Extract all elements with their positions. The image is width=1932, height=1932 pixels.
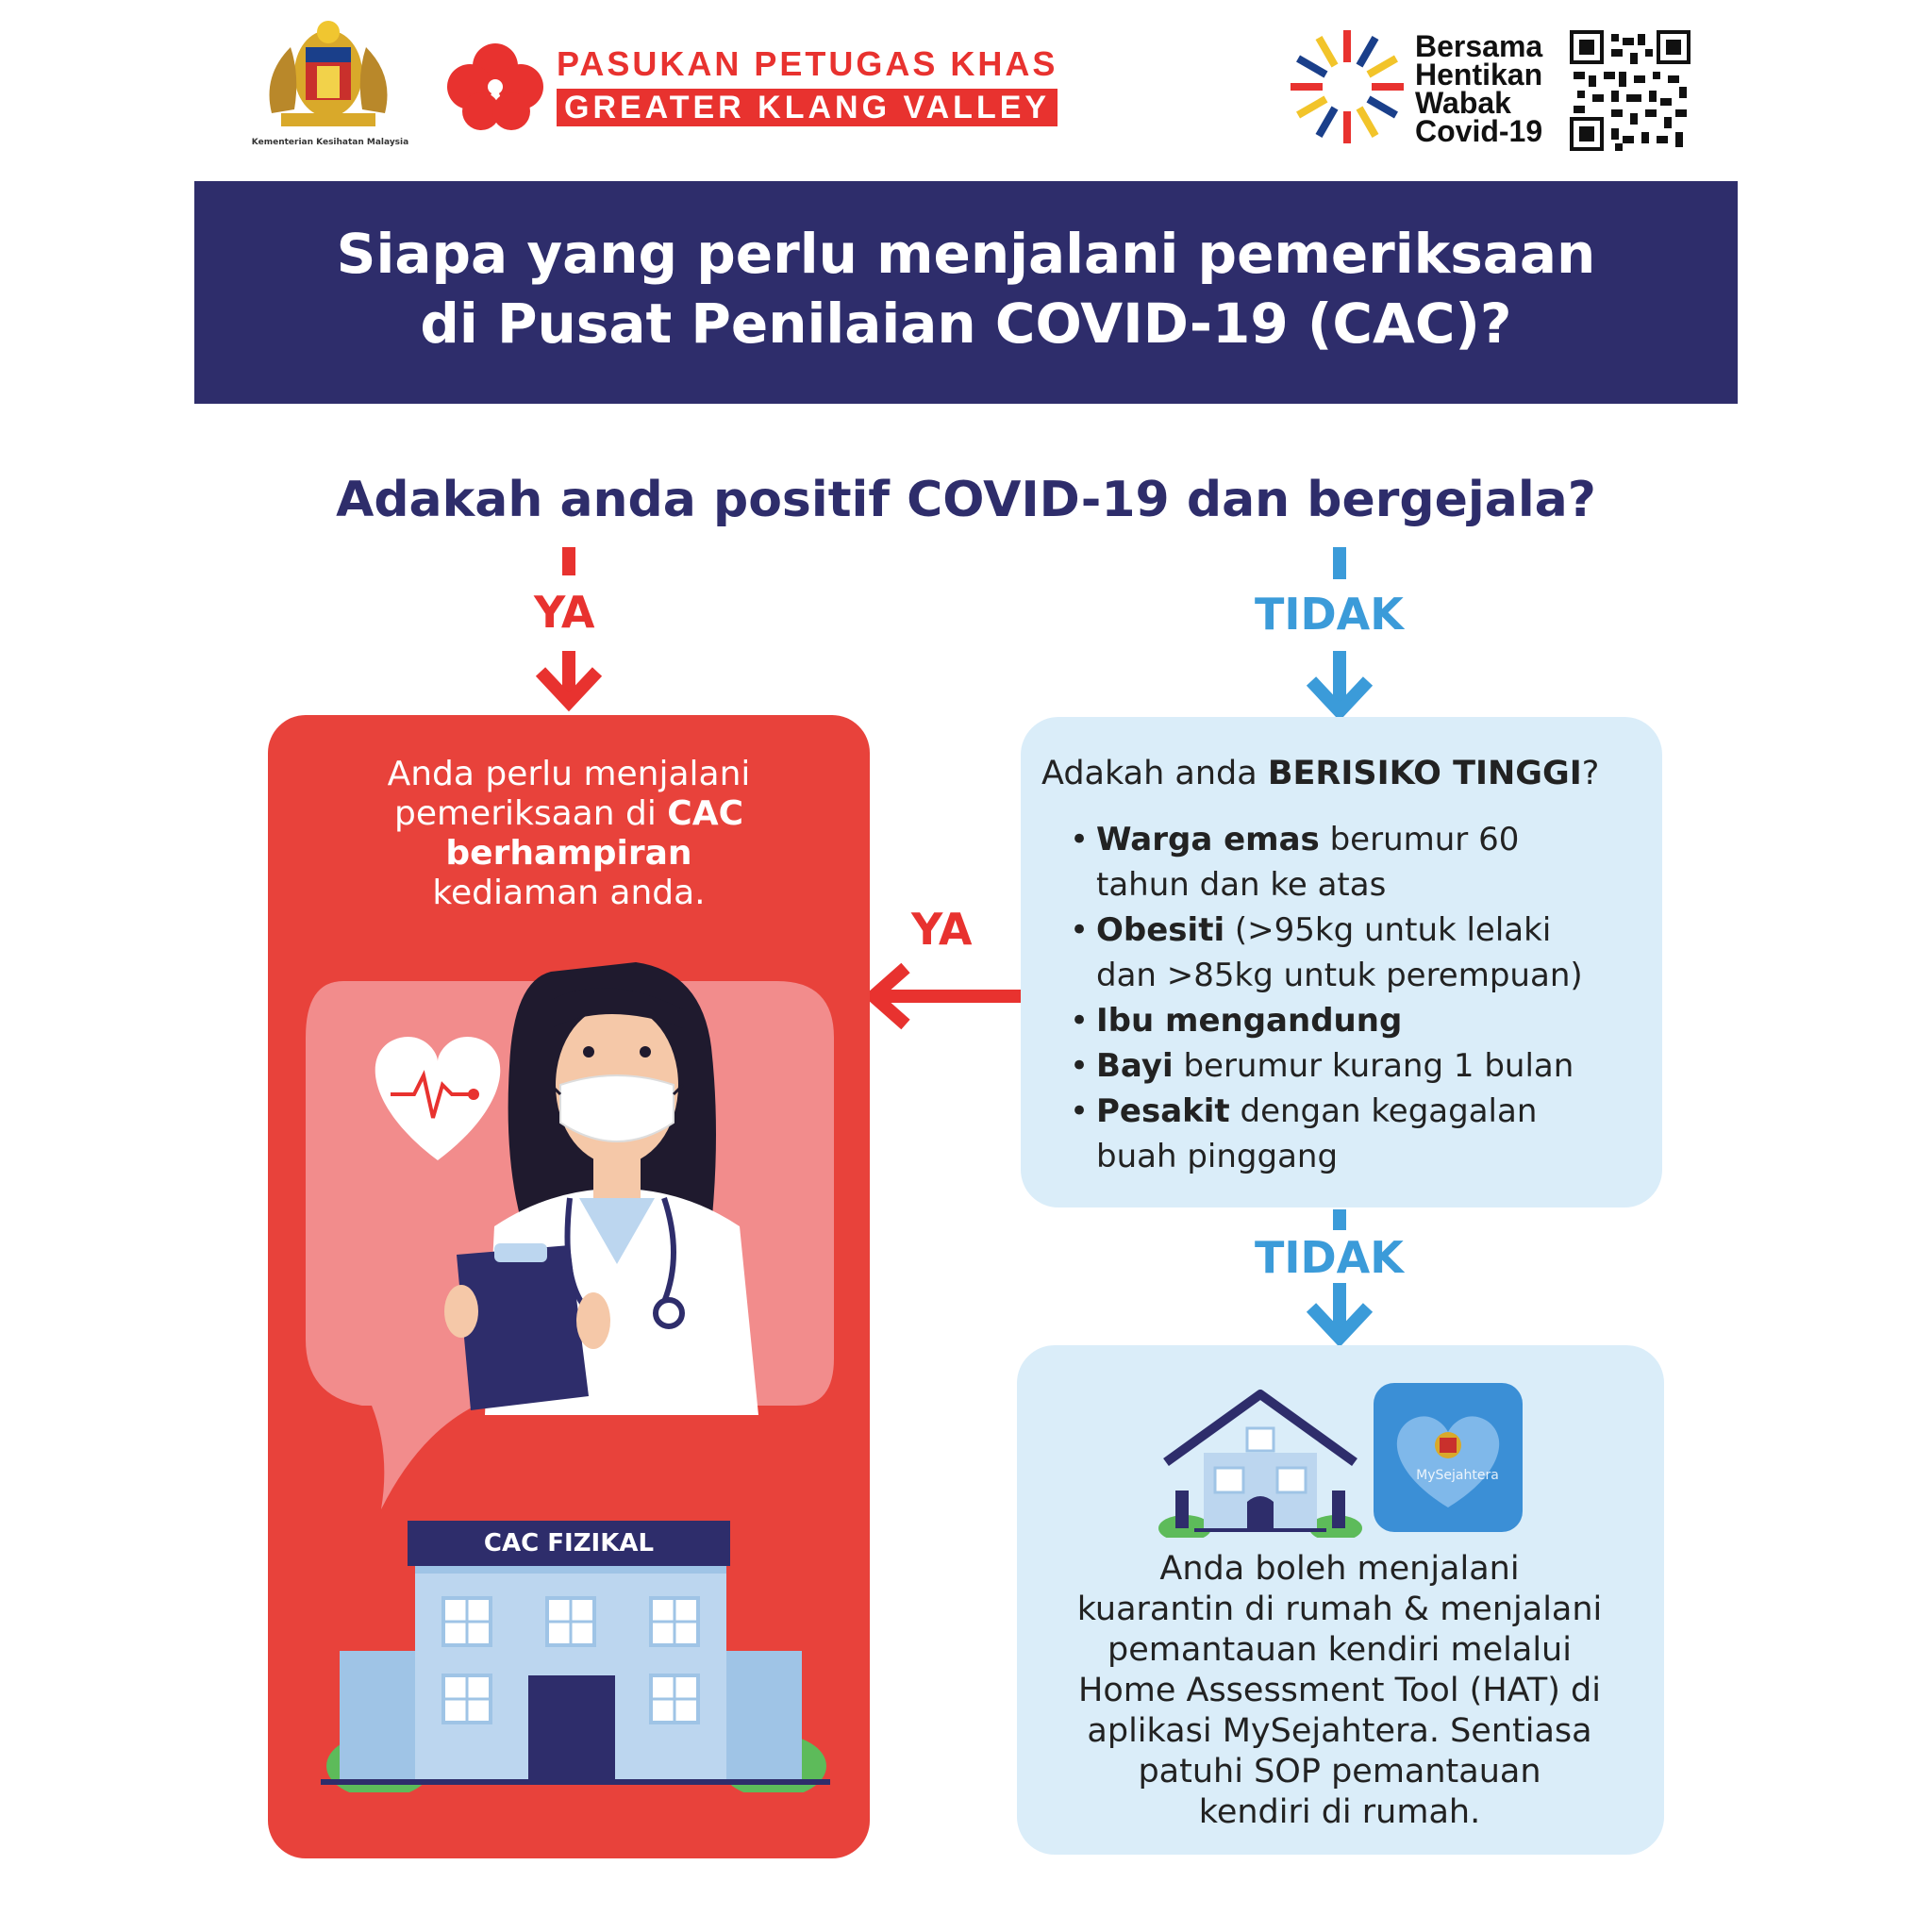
campaign-line: Hentikan [1415,58,1543,92]
red-line2-bold: CAC [667,794,743,833]
risk-item-bold: Pesakit [1096,1092,1230,1130]
label-yes-side: YA [911,904,973,955]
risk-item-bold: Warga emas [1096,821,1320,858]
mysejahtera-app-icon[interactable] [1374,1383,1523,1532]
home-line: kuarantin di rumah & menjalani [1076,1591,1603,1628]
home-line: Home Assessment Tool (HAT) di [1078,1672,1601,1709]
crest-caption: Kementerian Kesihatan Malaysia [251,138,409,147]
risk-item-bold: Bayi [1096,1047,1174,1085]
red-line2-text: pemeriksaan di [393,794,668,833]
campaign-line: Bersama [1415,29,1543,63]
red-line4: kediaman anda. [432,874,706,912]
campaign-line: Covid-19 [1415,114,1543,148]
taskforce-line2: GREATER KLANG VALLEY [557,89,1058,126]
risk-item-text: berumur kurang 1 bulan [1173,1047,1574,1085]
label-no-top: TIDAK [1255,589,1404,640]
risk-item [1064,1089,1630,1179]
risk-item [1064,908,1630,998]
risk-list [1064,817,1630,1179]
risk-item [1064,998,1630,1043]
home-line: kendiri di rumah. [1198,1793,1481,1831]
cac-required-text [283,755,855,913]
title-line1: Siapa yang perlu menjalani pemeriksaan [336,222,1596,286]
risk-item [1064,1043,1630,1089]
clipboard-icon [457,1243,589,1410]
risk-question-bold: BERISIKO TINGGI [1267,755,1582,792]
doctor-illustration [268,943,870,1547]
home-line: Anda boleh menjalani [1159,1550,1520,1588]
label-no-bottom: TIDAK [1255,1232,1404,1283]
mysejahtera-app-label: MySejahtera [1416,1468,1499,1483]
red-line3 [283,834,855,874]
risk-question-text: Adakah anda [1041,755,1268,792]
risk-item-text: (>95kg untuk lelaki [1224,911,1552,949]
home-line: patuhi SOP pemantauan [1138,1753,1541,1790]
risk-question [1041,755,1599,792]
red-line2 [283,794,855,834]
red-line1: Anda perlu menjalani [387,755,751,793]
risk-item-text: dengan kegagalan [1229,1092,1538,1130]
risk-item [1064,817,1630,908]
home-line: aplikasi MySejahtera. Sentiasa [1087,1712,1592,1750]
cac-fizikal-sign: CAC FIZIKAL [408,1521,730,1566]
risk-item-text2: buah pinggang [1096,1138,1339,1175]
home-quarantine-text [1028,1549,1651,1833]
red-line3-bold: berhampiran [445,834,692,873]
home-line: pemantauan kendiri melalui [1108,1631,1572,1669]
risk-item-text2: dan >85kg untuk perempuan) [1096,957,1583,994]
risk-question-mark: ? [1581,755,1600,792]
risk-item-bold: Obesiti [1096,911,1225,949]
risk-item-bold: Ibu mengandung [1096,1002,1403,1040]
campaign-line: Wabak [1415,86,1511,120]
house-icon [1157,1387,1364,1538]
title-line2: di Pusat Penilaian COVID-19 (CAC)? [420,291,1512,356]
risk-item-text: berumur 60 [1319,821,1520,858]
arrow-yes-side [874,968,1021,1024]
risk-item-text2: tahun dan ke atas [1096,866,1387,904]
label-yes-top: YA [534,587,595,638]
main-question: Adakah anda positif COVID-19 dan bergejala? [336,472,1596,528]
taskforce-line1: PASUKAN PETUGAS KHAS [557,44,1058,83]
